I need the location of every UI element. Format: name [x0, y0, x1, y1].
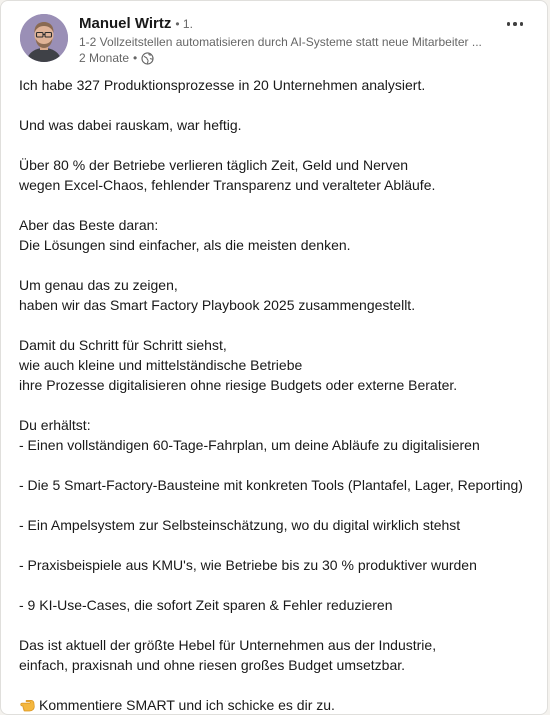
more-horizontal-icon — [507, 22, 511, 26]
post-text-line: ihre Prozesse digitalisieren ohne riesige Budgets oder externe Berater. — [19, 377, 458, 393]
post-paragraph — [19, 515, 534, 535]
pointing-hand-icon — [19, 697, 36, 714]
post-text-line: - Ein Ampelsystem zur Selbsteinschätzung, wo du digital wirklich stehst — [19, 517, 461, 533]
post-text-line: Du erhältst: — [19, 417, 91, 433]
post-text-line: wegen Excel-Chaos, fehlender Transparenz und veralteter Abläufe. — [19, 177, 436, 193]
post-paragraph — [19, 75, 534, 95]
post-text-line: - Die 5 Smart-Factory-Bausteine mit konkreten Tools (Plantafel, Lager, Reporting) — [19, 477, 523, 493]
post-text-line: Das ist aktuell der größte Hebel für Unternehmen aus der Industrie, — [19, 637, 437, 653]
post-text-line: - Einen vollständigen 60-Tage-Fahrplan, um deine Abläufe zu digitalisieren — [19, 437, 480, 453]
post-paragraph — [19, 215, 534, 255]
post-text-line: haben wir das Smart Factory Playbook 2025 zusammengestellt. — [19, 297, 416, 313]
post-paragraph — [19, 275, 534, 315]
post-meta — [79, 51, 499, 65]
post-text-line: wie auch kleine und mittelständische Betriebe — [19, 357, 303, 373]
author-headline[interactable]: 1-2 Vollzeitstellen automatisieren durch AI-Systeme statt neue Mitarbeiter ... — [79, 35, 482, 49]
connection-degree: • 1. — [175, 17, 193, 31]
post-paragraph — [19, 115, 534, 135]
post-text-line: Und was dabei rauskam, war heftig. — [19, 117, 242, 133]
post-text-line: Über 80 % der Betriebe verlieren täglich Zeit, Geld und Nerven — [19, 157, 409, 173]
post-paragraph — [19, 595, 534, 615]
meta-separator: • — [133, 51, 138, 65]
post-paragraph — [19, 155, 534, 195]
author-name-line — [79, 15, 499, 32]
call-to-action — [19, 695, 534, 715]
post-text-line: Damit du Schritt für Schritt siehst, — [19, 337, 227, 353]
post-time: 2 Monate — [79, 51, 130, 65]
post-text-line: - Praxisbeispiele aus KMU's, wie Betriebe bis zu 30 % produktiver wurden — [19, 557, 477, 573]
globe-icon — [141, 52, 154, 65]
post-paragraph — [19, 415, 534, 455]
post-paragraph — [19, 555, 534, 575]
post-text-line: einfach, praxisnah und ohne riesen großes Budget umsetzbar. — [19, 657, 406, 673]
post-body — [19, 75, 534, 715]
cta-text: Kommentiere SMART und ich schicke es dir zu. — [39, 697, 335, 713]
post-paragraph — [19, 335, 534, 395]
author-name[interactable]: Manuel Wirtz — [79, 15, 172, 32]
post-text-line: Die Lösungen sind einfacher, als die meisten denken. — [19, 237, 351, 253]
post-paragraph — [19, 635, 534, 675]
avatar[interactable] — [20, 14, 68, 62]
avatar-image — [20, 14, 68, 62]
post-paragraph — [19, 475, 534, 495]
post-text-line: Um genau das zu zeigen, — [19, 277, 178, 293]
post-text-line: Ich habe 327 Produktionsprozesse in 20 Unternehmen analysiert. — [19, 77, 426, 93]
author-info — [79, 15, 499, 65]
post-header — [1, 1, 547, 69]
post-text-line: Aber das Beste daran: — [19, 217, 159, 233]
post-text-line: - 9 KI-Use-Cases, die sofort Zeit sparen & Fehler reduzieren — [19, 597, 393, 613]
more-options-button[interactable] — [501, 14, 529, 34]
